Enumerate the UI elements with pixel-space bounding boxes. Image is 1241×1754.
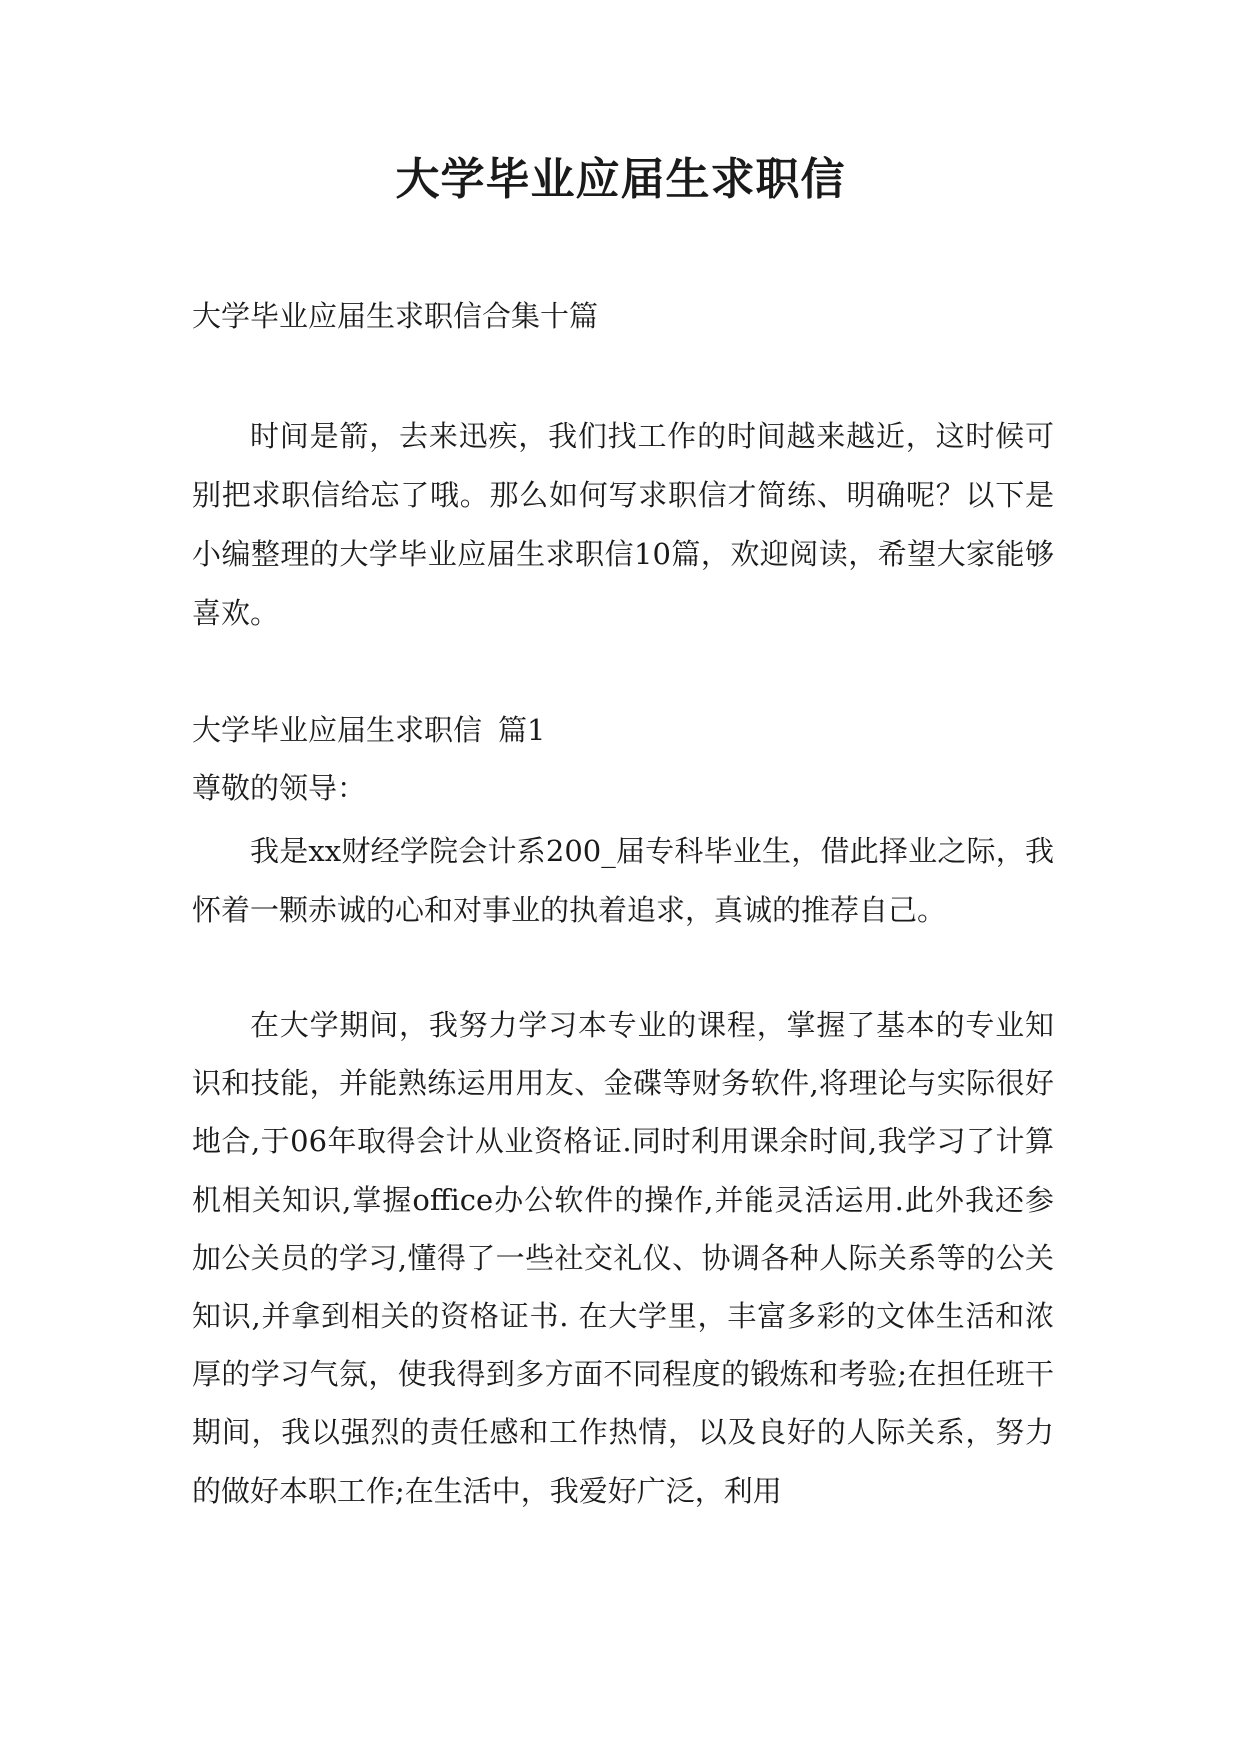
document-title: 大学毕业应届生求职信	[395, 154, 846, 205]
section-heading	[192, 706, 1054, 754]
section-heading-number: 篇1	[498, 713, 546, 747]
document-subtitle: 大学毕业应届生求职信合集十篇	[192, 299, 599, 333]
body-paragraph: 在大学期间，我努力学习本专业的课程，掌握了基本的专业知识和技能，并能熟练运用用友、金碟等财务软件,将理论与实际很好地合,于06年取得会计从业资格证.同时利用课余时间,我学习了计算机相关知识,掌握office办公软件的操作,并能灵活运用.此外我还参加公关员的学习,懂得了一些社交礼仪、协调各种人际关系等的公关知识,并拿到相关的资格证书. 在大学里，丰富多彩的文体生活和浓厚的学习气氛，使我得到多方面不同程度的锻炼和考验;在担任班干期间，我以强烈的责任感和工作热情，以及良好的人际关系，努力的做好本职工作;在生活中，我爱好广泛，利用	[192, 1008, 1054, 1508]
intro-paragraph: 时间是箭，去来迅疾，我们找工作的时间越来越近，这时候可别把求职信给忘了哦。那么如何写求职信才简练、明确呢？以下是小编整理的大学毕业应届生求职信10篇，欢迎阅读，希望大家能够喜欢。	[192, 419, 1054, 630]
body-paragraph: 我是xx财经学院会计系200_届专科毕业生，借此择业之际，我怀着一颗赤诚的心和对事业的执着追求，真诚的推荐自己。	[192, 834, 1054, 927]
letter-salutation: 尊敬的领导：	[192, 771, 367, 805]
section-heading-title: 大学毕业应届生求职信	[192, 713, 483, 747]
